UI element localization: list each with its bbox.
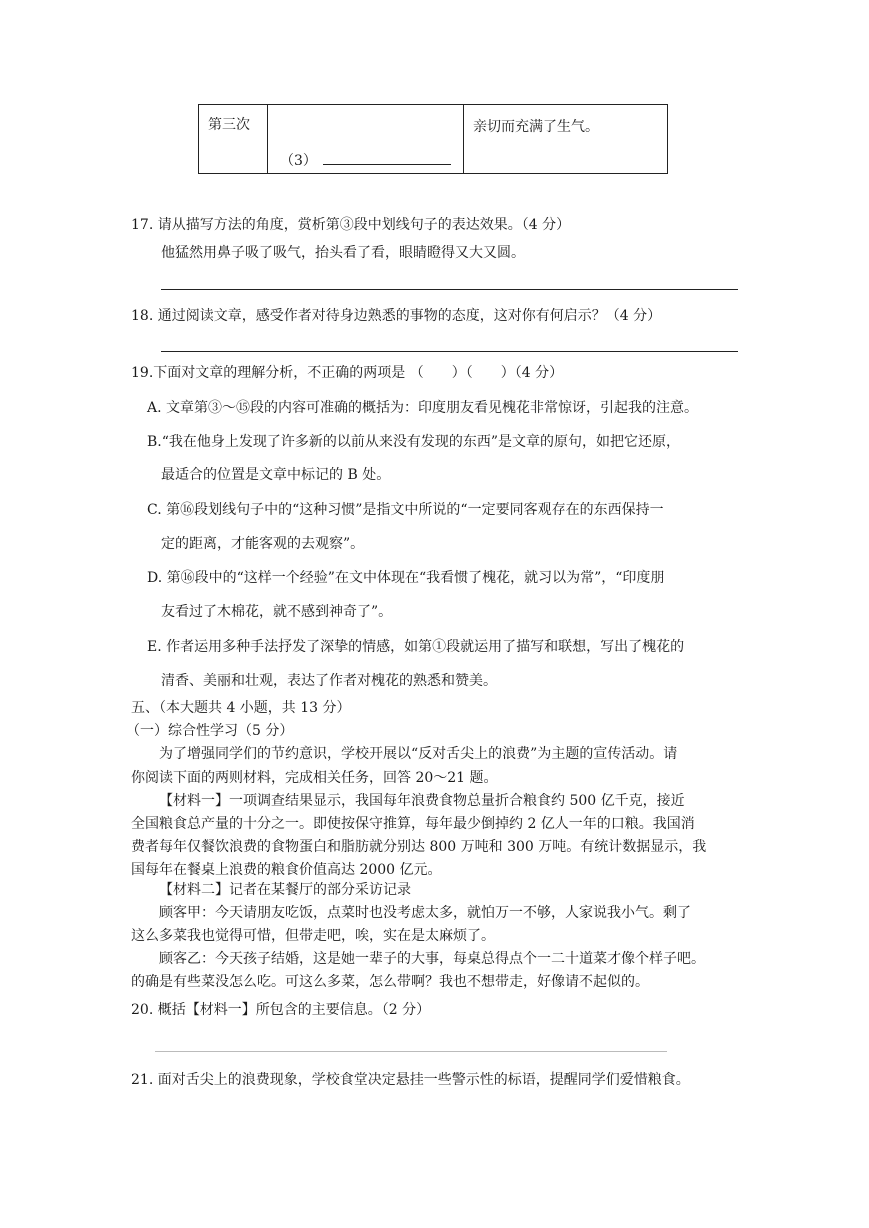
q17-stem: 17. 请从描写方法的角度，赏析第③段中划线句子的表达效果。（4 分） (131, 217, 571, 233)
table-blank-line[interactable] (323, 152, 451, 165)
q19-option-d-cont: 友看过了木棉花，就不感到神奇了”。 (161, 604, 393, 620)
q17-answer-line[interactable] (161, 289, 738, 290)
customer-a-line-1: 顾客甲：今天请朋友吃饭，点菜时也没考虑太多，就怕万一不够，人家说我小气。剩了 (159, 905, 691, 921)
material1-line-2: 全国粮食总产量的十分之一。即使按保守推算，每年最少倒掉约 2 亿人一年的口粮。我国消 (131, 816, 695, 832)
q19-option-c: C. 第⑯段划线句子中的“这种习惯”是指文中所说的“一定要同客观存在的东西保持一 (147, 502, 664, 518)
answer-table (198, 104, 668, 174)
q20-answer-line[interactable] (155, 1051, 667, 1052)
q19-option-b: B.“我在他身上发现了许多新的以前从来没有发现的东西”是文章的原句，如把它还原， (147, 434, 681, 450)
intro-line-1: 为了增强同学们的节约意识，学校开展以“反对舌尖上的浪费”为主题的宣传活动。请 (159, 746, 678, 762)
table-right-cell: 亲切而充满了生气。 (473, 119, 599, 135)
customer-b-line-2: 的确是有些菜没怎么吃。可这么多菜，怎么带啊？我也不想带走，好像请不起似的。 (131, 974, 649, 990)
customer-a-line-2: 这么多菜我也觉得可惜，但带走吧，唉，实在是太麻烦了。 (131, 928, 495, 944)
intro-line-2: 你阅读下面的两则材料，完成相关任务，回答 20～21 题。 (131, 770, 498, 786)
table-divider (267, 105, 268, 173)
q19-stem: 19.下面对文章的理解分析，不正确的两项是 （ ）（ ）（4 分） (131, 365, 564, 381)
table-blank-label: （3） (280, 153, 317, 169)
q19-option-b-cont: 最适合的位置是文章中标记的 B 处。 (161, 467, 391, 483)
q19-option-a: A. 文章第③～⑮段的内容可准确的概括为：印度朋友看见槐花非常惊讶，引起我的注意。 (147, 400, 699, 416)
material1-line-3: 费者每年仅餐饮浪费的食物蛋白和脂肪就分别达 800 万吨和 300 万吨。有统计数据显示，我 (131, 839, 707, 855)
q19-option-e: E. 作者运用多种手法抒发了深挚的情感，如第①段就运用了描写和联想，写出了槐花的 (147, 639, 685, 655)
q17-quote: 他猛然用鼻子吸了吸气，抬头看了看，眼睛瞪得又大又圆。 (161, 245, 525, 261)
q19-option-d: D. 第⑯段中的“这样一个经验”在文中体现在“我看惯了槐花，就习以为常”，“印度朋 (147, 570, 665, 586)
material1-line-1: 【材料一】一项调查结果显示，我国每年浪费食物总量折合粮食约 500 亿千克，接近 (159, 793, 685, 809)
q18-answer-line[interactable] (161, 351, 738, 352)
q20-stem: 20. 概括【材料一】所包含的主要信息。（2 分） (131, 1002, 431, 1018)
q18-stem: 18. 通过阅读文章，感受作者对待身边熟悉的事物的态度，这对你有何启示？（4 分） (131, 308, 662, 324)
section-subheading: （一）综合性学习（5 分） (126, 723, 294, 739)
material2-title: 【材料二】记者在某餐厅的部分采访记录 (159, 882, 411, 898)
q19-option-c-cont: 定的距离，才能客观的去观察”。 (161, 536, 365, 552)
table-divider (463, 105, 464, 173)
q19-option-e-cont: 清香、美丽和壮观，表达了作者对槐花的熟悉和赞美。 (161, 673, 497, 689)
material1-line-4: 国每年在餐桌上浪费的粮食价值高达 2000 亿元。 (131, 862, 442, 878)
customer-b-line-1: 顾客乙：今天孩子结婚，这是她一辈子的大事，每桌总得点个一二十道菜才像个样子吧。 (159, 951, 705, 967)
table-blank-cell (280, 152, 451, 168)
section-heading: 五、（本大题共 4 小题，共 13 分） (131, 700, 351, 716)
table-row-label: 第三次 (208, 117, 250, 133)
q21-stem: 21. 面对舌尖上的浪费现象，学校食堂决定悬挂一些警示性的标语，提醒同学们爱惜粮食。 (131, 1072, 690, 1088)
